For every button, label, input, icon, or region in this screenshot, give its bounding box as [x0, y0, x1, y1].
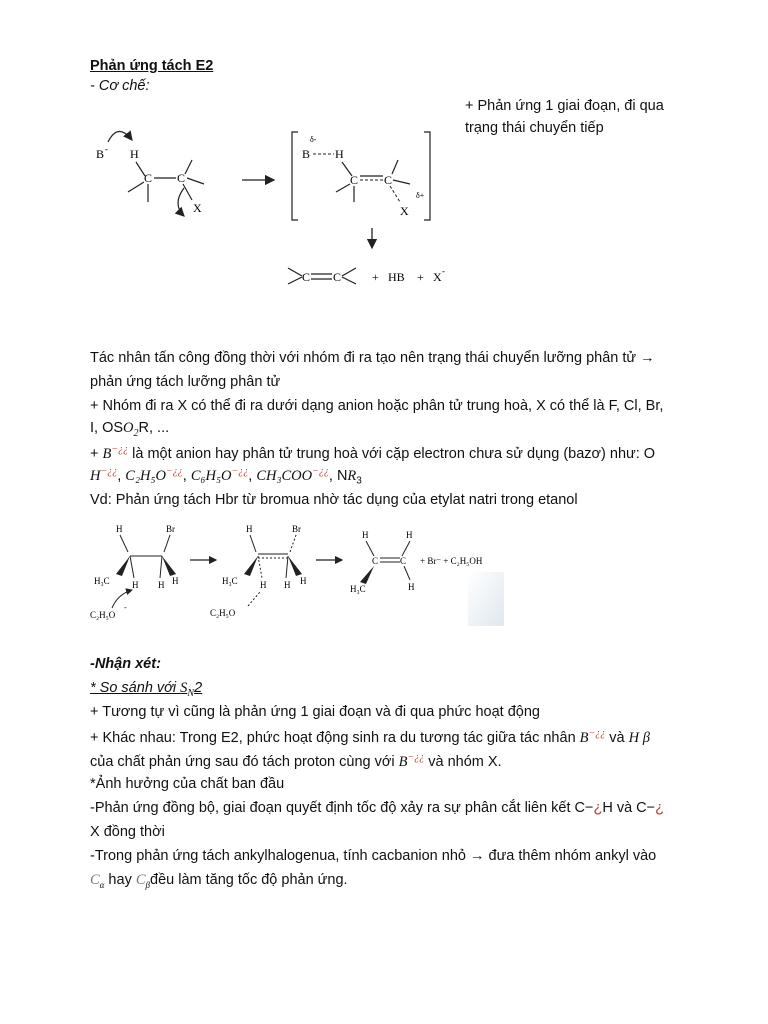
r-h-low: H: [158, 580, 165, 590]
base-charge: -: [105, 144, 108, 154]
sync-line-2: X đồng thời: [90, 824, 165, 840]
ts-h-low: H: [284, 580, 291, 590]
r-c2h5o-charge: -: [124, 603, 127, 612]
similarity-line: + Tương tự vì cũng là phản ứng 1 giai đoạn và đi qua phức hoạt động: [90, 704, 540, 720]
p-h-low: H: [408, 582, 415, 592]
influence-heading: *Ảnh hưởng của chất ban đầu: [90, 776, 285, 792]
delta-minus-label: δ-: [310, 135, 317, 144]
note-line-2: trạng thái chuyển tiếp: [465, 120, 604, 136]
plus-2: +: [417, 270, 424, 284]
para1-line1: Tác nhân tấn công đồng thời với nhóm đi ra tạo nên trạng thái chuyển lưỡng phân tử →: [90, 350, 655, 366]
para1-line2: phản ứng tách lưỡng phân tử: [90, 374, 281, 390]
ts-c1-label: C: [350, 173, 359, 187]
p-c1: C: [372, 556, 379, 566]
difference-line-2: của chất phản ứng sau đó tách proton cùng với B−¿¿ và nhóm X.: [90, 752, 502, 770]
note-line-1: + Phản ứng 1 giai đoạn, đi qua: [465, 98, 664, 114]
para2-line2: I, $OSO_2R$, ...: [90, 420, 170, 439]
etylat-reaction-scheme: [88, 522, 504, 626]
c1-label: C: [144, 171, 153, 185]
sync-line-1: -Phản ứng đồng bộ, giai đoạn quyết định tốc độ xảy ra sự phân cắt liên kết C−¿H và C−¿: [90, 800, 664, 816]
ts-bracket-left: [292, 132, 298, 220]
x-label: X: [193, 201, 202, 215]
ts-bracket-right: [424, 132, 430, 220]
para4-line: H−¿¿, C₂H₅O−¿¿, C₆H₅O−¿¿, CH₃COO−¿¿, $NR_3$: [90, 466, 362, 487]
ts-c2-label: C: [384, 173, 393, 187]
r-br: Br: [166, 524, 175, 534]
plus-1: +: [372, 270, 379, 284]
delta-plus-label: δ+: [416, 191, 425, 200]
p-h3c: H₃C: [350, 584, 366, 594]
difference-line-1: + Khác nhau: Trong E2, phức hoạt động sinh ra du tương tác giữa tác nhân B−¿¿ và H β: [90, 728, 650, 746]
para2-line1: + Nhóm đi ra X có thể đi ra dưới dạng anion hoặc phân tử trung hoà, X có thể là F, Cl, Br,: [90, 398, 664, 414]
c2-label: C: [177, 171, 186, 185]
para3-line: + B−¿¿ là một anion hay phân tử trung hoà với cặp electron chưa sử dụng (bazơ) như: O: [90, 444, 656, 462]
x-minus-charge: -: [442, 266, 445, 276]
curved-arrow-base: [108, 131, 132, 142]
ts-br: Br: [292, 524, 301, 534]
product-c1-label: C: [302, 270, 311, 284]
page-title: Phản ứng tách E2: [90, 58, 214, 74]
product-c2-label: C: [333, 270, 342, 284]
base-label: B: [96, 147, 105, 161]
remark-title: -Nhận xét:: [90, 656, 161, 672]
h-label: H: [130, 147, 139, 161]
ts-h3c: H₃C: [222, 576, 238, 586]
ts-h-top: H: [246, 524, 253, 534]
ts-h-right: H: [300, 576, 307, 586]
ts-c2h5o: C₂H₅O: [210, 608, 236, 618]
r-h3c: H₃C: [94, 576, 110, 586]
curved-arrow-x: [178, 188, 184, 216]
x-minus-label: X: [433, 270, 442, 284]
ts-h-mid: H: [260, 580, 267, 590]
p-h-top-left: H: [362, 530, 369, 540]
r-curved-arrow: [112, 590, 132, 608]
mechanism-label: - Cơ chế:: [90, 78, 150, 94]
ts-h-label: H: [335, 147, 344, 161]
e2-mechanism-scheme: [80, 120, 460, 300]
ts-x-label: X: [400, 204, 409, 218]
alkyl-line-2: $C_\alpha$ hay $C_\beta đều$ làm tăng tốc độ phản ứng.: [90, 872, 348, 890]
r-h-mid: H: [132, 580, 139, 590]
r-h-top: H: [116, 524, 123, 534]
alkyl-line-1: -Trong phản ứng tách ankylhalogenua, tính cacbanion nhỏ → đưa thêm nhóm ankyl vào: [90, 848, 657, 864]
p-h-top-right: H: [406, 530, 413, 540]
r-h-right: H: [172, 576, 179, 586]
p-byproducts: + Br⁻ + C₂H₅OH: [420, 556, 483, 566]
ts-b-label: B: [302, 147, 311, 161]
compare-heading: * So sánh với $S_N2$: [90, 680, 203, 699]
p-c2: C: [400, 556, 407, 566]
hb-label: HB: [388, 270, 405, 284]
r-c2h5o: C₂H₅O: [90, 610, 116, 620]
example-line: Vd: Phản ứng tách Hbr từ bromua nhờ tác dụng của etylat natri trong etanol: [90, 492, 578, 508]
